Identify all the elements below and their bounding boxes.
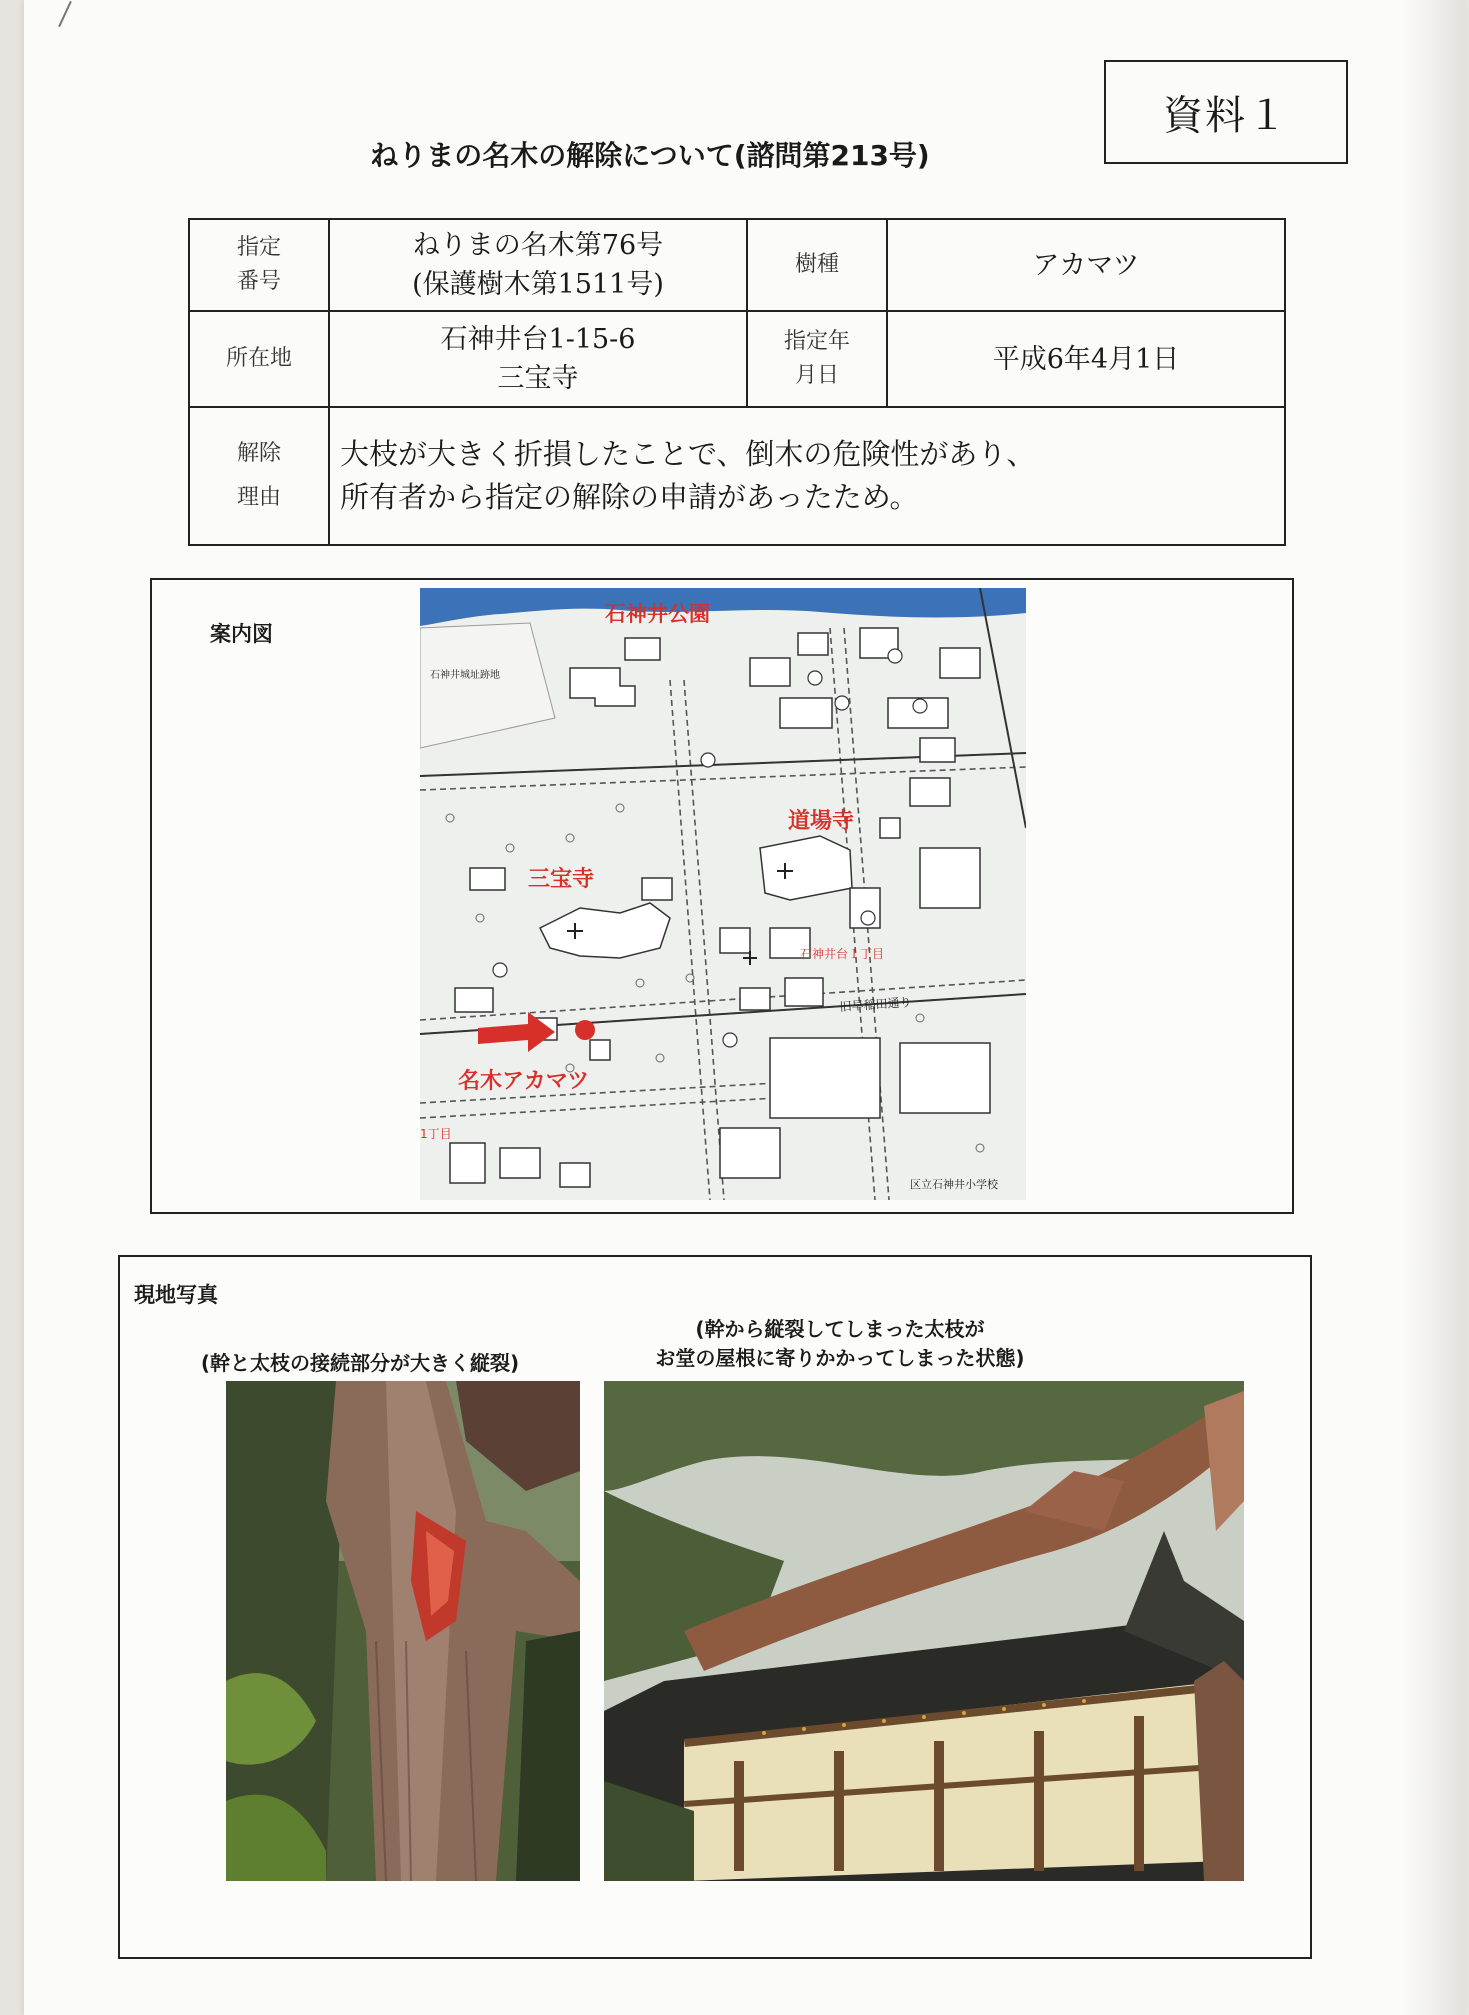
tree-label: 名木アカマツ — [458, 1069, 590, 1094]
tree-location-dot — [575, 1020, 595, 1040]
photo-trunk-split — [226, 1381, 580, 1881]
guide-map — [420, 588, 1026, 1200]
dojoji-label: 道場寺 — [788, 809, 855, 834]
castle-site-area — [420, 623, 555, 748]
designation-number-value: ねりまの名木第76号 (保護樹木第1511号) — [329, 219, 747, 311]
document-badge: 資料１ — [1104, 60, 1348, 164]
photo-left-caption: (幹と太枝の接続部分が大きく縦裂) — [200, 1351, 520, 1375]
school-label: 区立石神井小学校 — [910, 1178, 998, 1191]
photo-branch-on-roof — [604, 1381, 1244, 1881]
guide-map-label: 案内図 — [210, 622, 273, 646]
designation-date-value: 平成6年4月1日 — [887, 311, 1285, 407]
photo-right-caption: (幹から縦裂してしまった太枝が お堂の屋根に寄りかかってしまった状態) — [655, 1317, 1025, 1370]
castle-label: 石神井城址跡地 — [430, 670, 500, 681]
sanpoji-label: 三宝寺 — [528, 867, 595, 892]
reason-value: 大枝が大きく折損したことで、倒木の危険性があり、 所有者から指定の解除の申請があったため。 — [329, 407, 1285, 545]
district-fragment-label: 1丁目 — [420, 1127, 452, 1141]
reason-label: 解除理由 — [189, 407, 329, 545]
page-corner-mark — [58, 1, 72, 27]
district-label: 石神井台１丁目 — [800, 947, 885, 961]
location-value: 石神井台1-15-6 三宝寺 — [329, 311, 747, 407]
page-shadow — [1404, 0, 1464, 2015]
site-photo-panel — [118, 1255, 1312, 1959]
species-label: 樹種 — [747, 219, 887, 311]
designation-date-label: 指定年月日 — [747, 311, 887, 407]
old-road-label: 旧早稲田通り — [839, 995, 913, 1014]
document-title: ねりまの名木の解除について(諮問第213号) — [370, 139, 930, 172]
guide-map-panel — [150, 578, 1294, 1214]
site-photo-label: 現地写真 — [134, 1283, 218, 1307]
designation-number-label: 指定番号 — [189, 219, 329, 311]
location-label: 所在地 — [189, 311, 329, 407]
tree-info-table — [188, 218, 1286, 546]
pond-shape — [420, 588, 1026, 626]
species-value: アカマツ — [887, 219, 1285, 311]
park-label: 石神井公園 — [605, 602, 710, 626]
